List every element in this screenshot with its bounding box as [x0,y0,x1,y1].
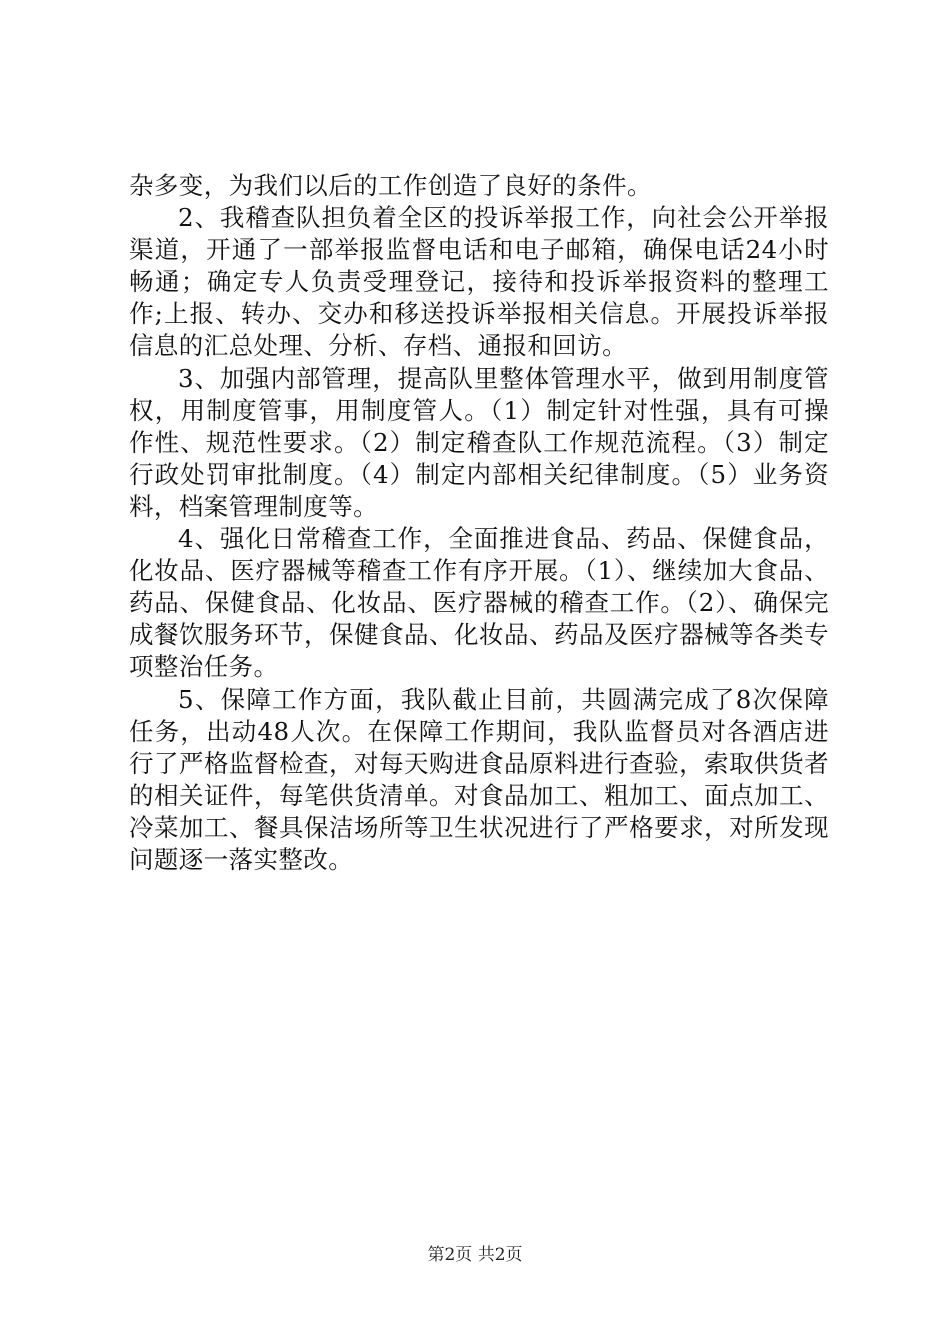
document-body [129,170,829,876]
page-number-footer: 第2页 共2页 [427,1245,523,1265]
paragraph-item-3: 3、加强内部管理，提高队里整体管理水平，做到用制度管权，用制度管事，用制度管人。（1）制定针对性强，具有可操作性、规范性要求。（2）制定稽查队工作规范流程。（3）制定行政处罚审批制度。（4）制定内部相关纪律制度。（5）业务资料，档案管理制度等。 [129,363,829,521]
paragraph-continuation: 杂多变，为我们以后的工作创造了良好的条件。 [129,171,652,200]
paragraph-item-5: 5、保障工作方面，我队截止目前，共圆满完成了8次保障任务，出动48人次。在保障工作期间，我队监督员对各酒店进行了严格监督检查，对每天购进食品原料进行查验，索取供货者的相关证件，每笔供货清单。对食品加工、粗加工、面点加工、冷菜加工、餐具保洁场所等卫生状况进行了严格要求，对所发现问题逐一落实整改。 [129,684,829,874]
paragraph-item-2: 2、我稽查队担负着全区的投诉举报工作，向社会公开举报渠道，开通了一部举报监督电话和电子邮箱，确保电话24小时畅通；确定专人负责受理登记，接待和投诉举报资料的整理工作;上报、转办、交办和移送投诉举报相关信息。开展投诉举报信息的汇总处理、分析、存档、通报和回访。 [129,203,829,361]
paragraph-item-4: 4、强化日常稽查工作，全面推进食品、药品、保健食品，化妆品、医疗器械等稽查工作有序开展。（1）、继续加大食品、药品、保健食品、化妆品、医疗器械的稽查工作。（2）、确保完成餐饮服务环节，保健食品、化妆品、药品及医疗器械等各类专项整治任务。 [129,524,829,682]
